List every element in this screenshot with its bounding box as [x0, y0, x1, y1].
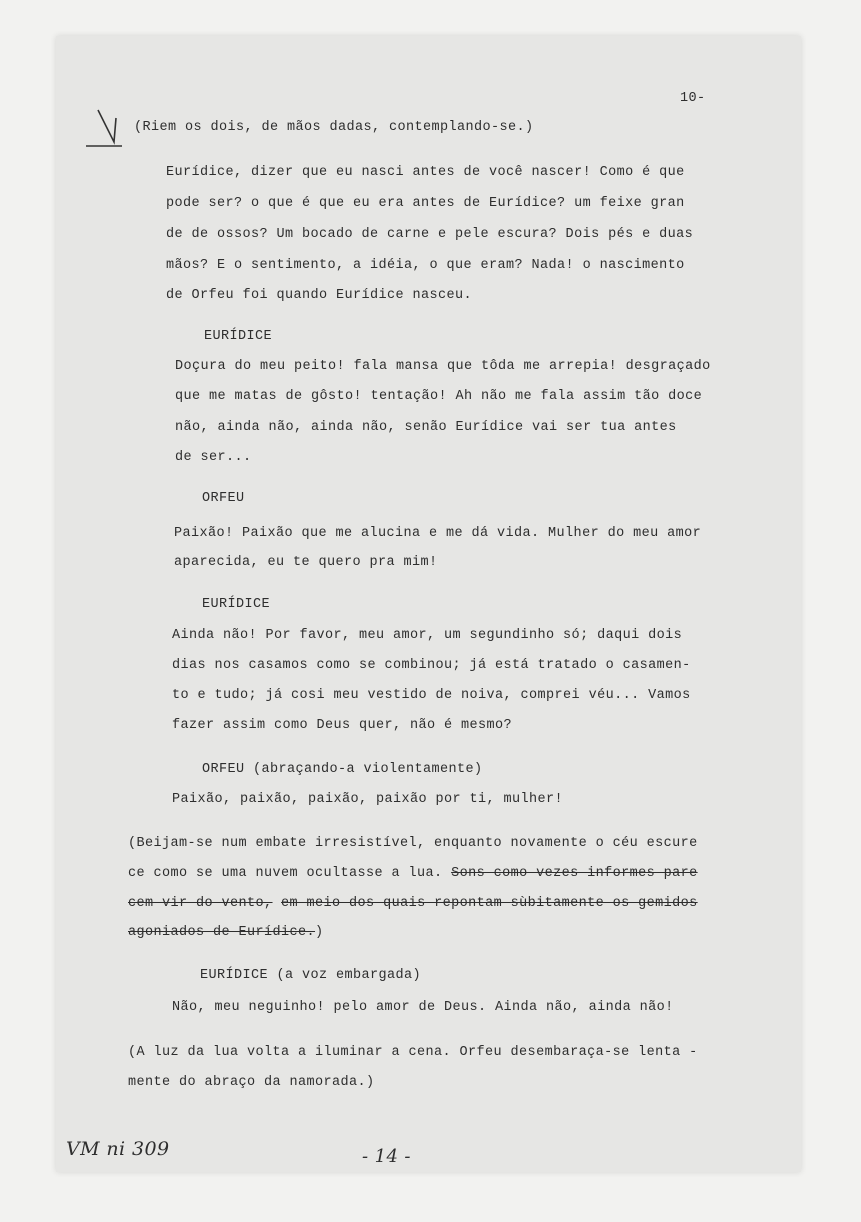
margin-check-mark [86, 104, 136, 154]
stage-direction [128, 866, 698, 881]
dialogue-line: mãos? E o sentimento, a idéia, o que eram? Nada! o nascimento [166, 258, 685, 273]
dialogue-line: de Orfeu foi quando Eurídice nasceu. [166, 288, 473, 303]
closing-paren: ) [315, 925, 324, 940]
dialogue-line: fazer assim como Deus quer, não é mesmo? [172, 718, 513, 733]
dialogue-line: Eurídice, dizer que eu nasci antes de você nascer! Como é que [166, 165, 685, 180]
dialogue-line: de ser... [175, 450, 252, 465]
dialogue-line: Não, meu neguinho! pelo amor de Deus. Ainda não, ainda não! [172, 1000, 674, 1015]
speaker-name: EURÍDICE [204, 329, 273, 344]
struck-text: agoniados de Eurídice. [128, 925, 316, 940]
dialogue-line: dias nos casamos como se combinou; já está tratado o casamen- [172, 658, 691, 673]
dialogue-line: Ainda não! Por favor, meu amor, um segundinho só; daqui dois [172, 628, 683, 643]
dialogue-line: que me matas de gôsto! tentação! Ah não me fala assim tão doce [175, 389, 703, 404]
handwritten-reference: VM ni 309 [66, 1138, 170, 1160]
dialogue-line: pode ser? o que é que eu era antes de Eurídice? um feixe gran [166, 196, 685, 211]
speaker-name: EURÍDICE [202, 597, 271, 612]
dialogue-line: Doçura do meu peito! fala mansa que tôda me arrepia! desgraçado [175, 359, 711, 374]
stage-direction [128, 925, 324, 940]
dialogue-line: aparecida, eu te quero pra mim! [174, 555, 438, 570]
dialogue-line: não, ainda não, ainda não, senão Eurídice vai ser tua antes [175, 420, 677, 435]
footer-page-number: - 14 - [362, 1146, 411, 1167]
stage-direction: (A luz da lua volta a iluminar a cena. Orfeu desembaraça-se lenta - [128, 1045, 698, 1060]
dialogue-line: to e tudo; já cosi meu vestido de noiva, comprei véu... Vamos [172, 688, 691, 703]
dialogue-line: de de ossos? Um bocado de carne e pele escura? Dois pés e duas [166, 227, 694, 242]
stage-direction: (Beijam-se num embate irresistível, enquanto novamente o céu escure [128, 836, 698, 851]
dialogue-line: Paixão! Paixão que me alucina e me dá vida. Mulher do meu amor [174, 526, 702, 541]
stage-direction-text: ce como se uma nuvem ocultasse a lua. [128, 866, 443, 881]
struck-text: cem vir do vento, [128, 896, 273, 911]
speaker-name: ORFEU [202, 491, 245, 506]
page-number: 10- [680, 91, 706, 106]
stage-direction: (Riem os dois, de mãos dadas, contemplando-se.) [134, 120, 534, 135]
dialogue-line: Paixão, paixão, paixão, paixão por ti, mulher! [172, 792, 564, 807]
struck-text: Sons como vezes informes pare [451, 866, 698, 881]
speaker-name: EURÍDICE (a voz embargada) [200, 968, 422, 983]
stage-direction [128, 896, 698, 911]
stage-direction: mente do abraço da namorada.) [128, 1075, 375, 1090]
struck-text: em meio dos quais repontam sùbitamente os gemidos [281, 896, 698, 911]
speaker-name: ORFEU (abraçando-a violentamente) [202, 762, 483, 777]
